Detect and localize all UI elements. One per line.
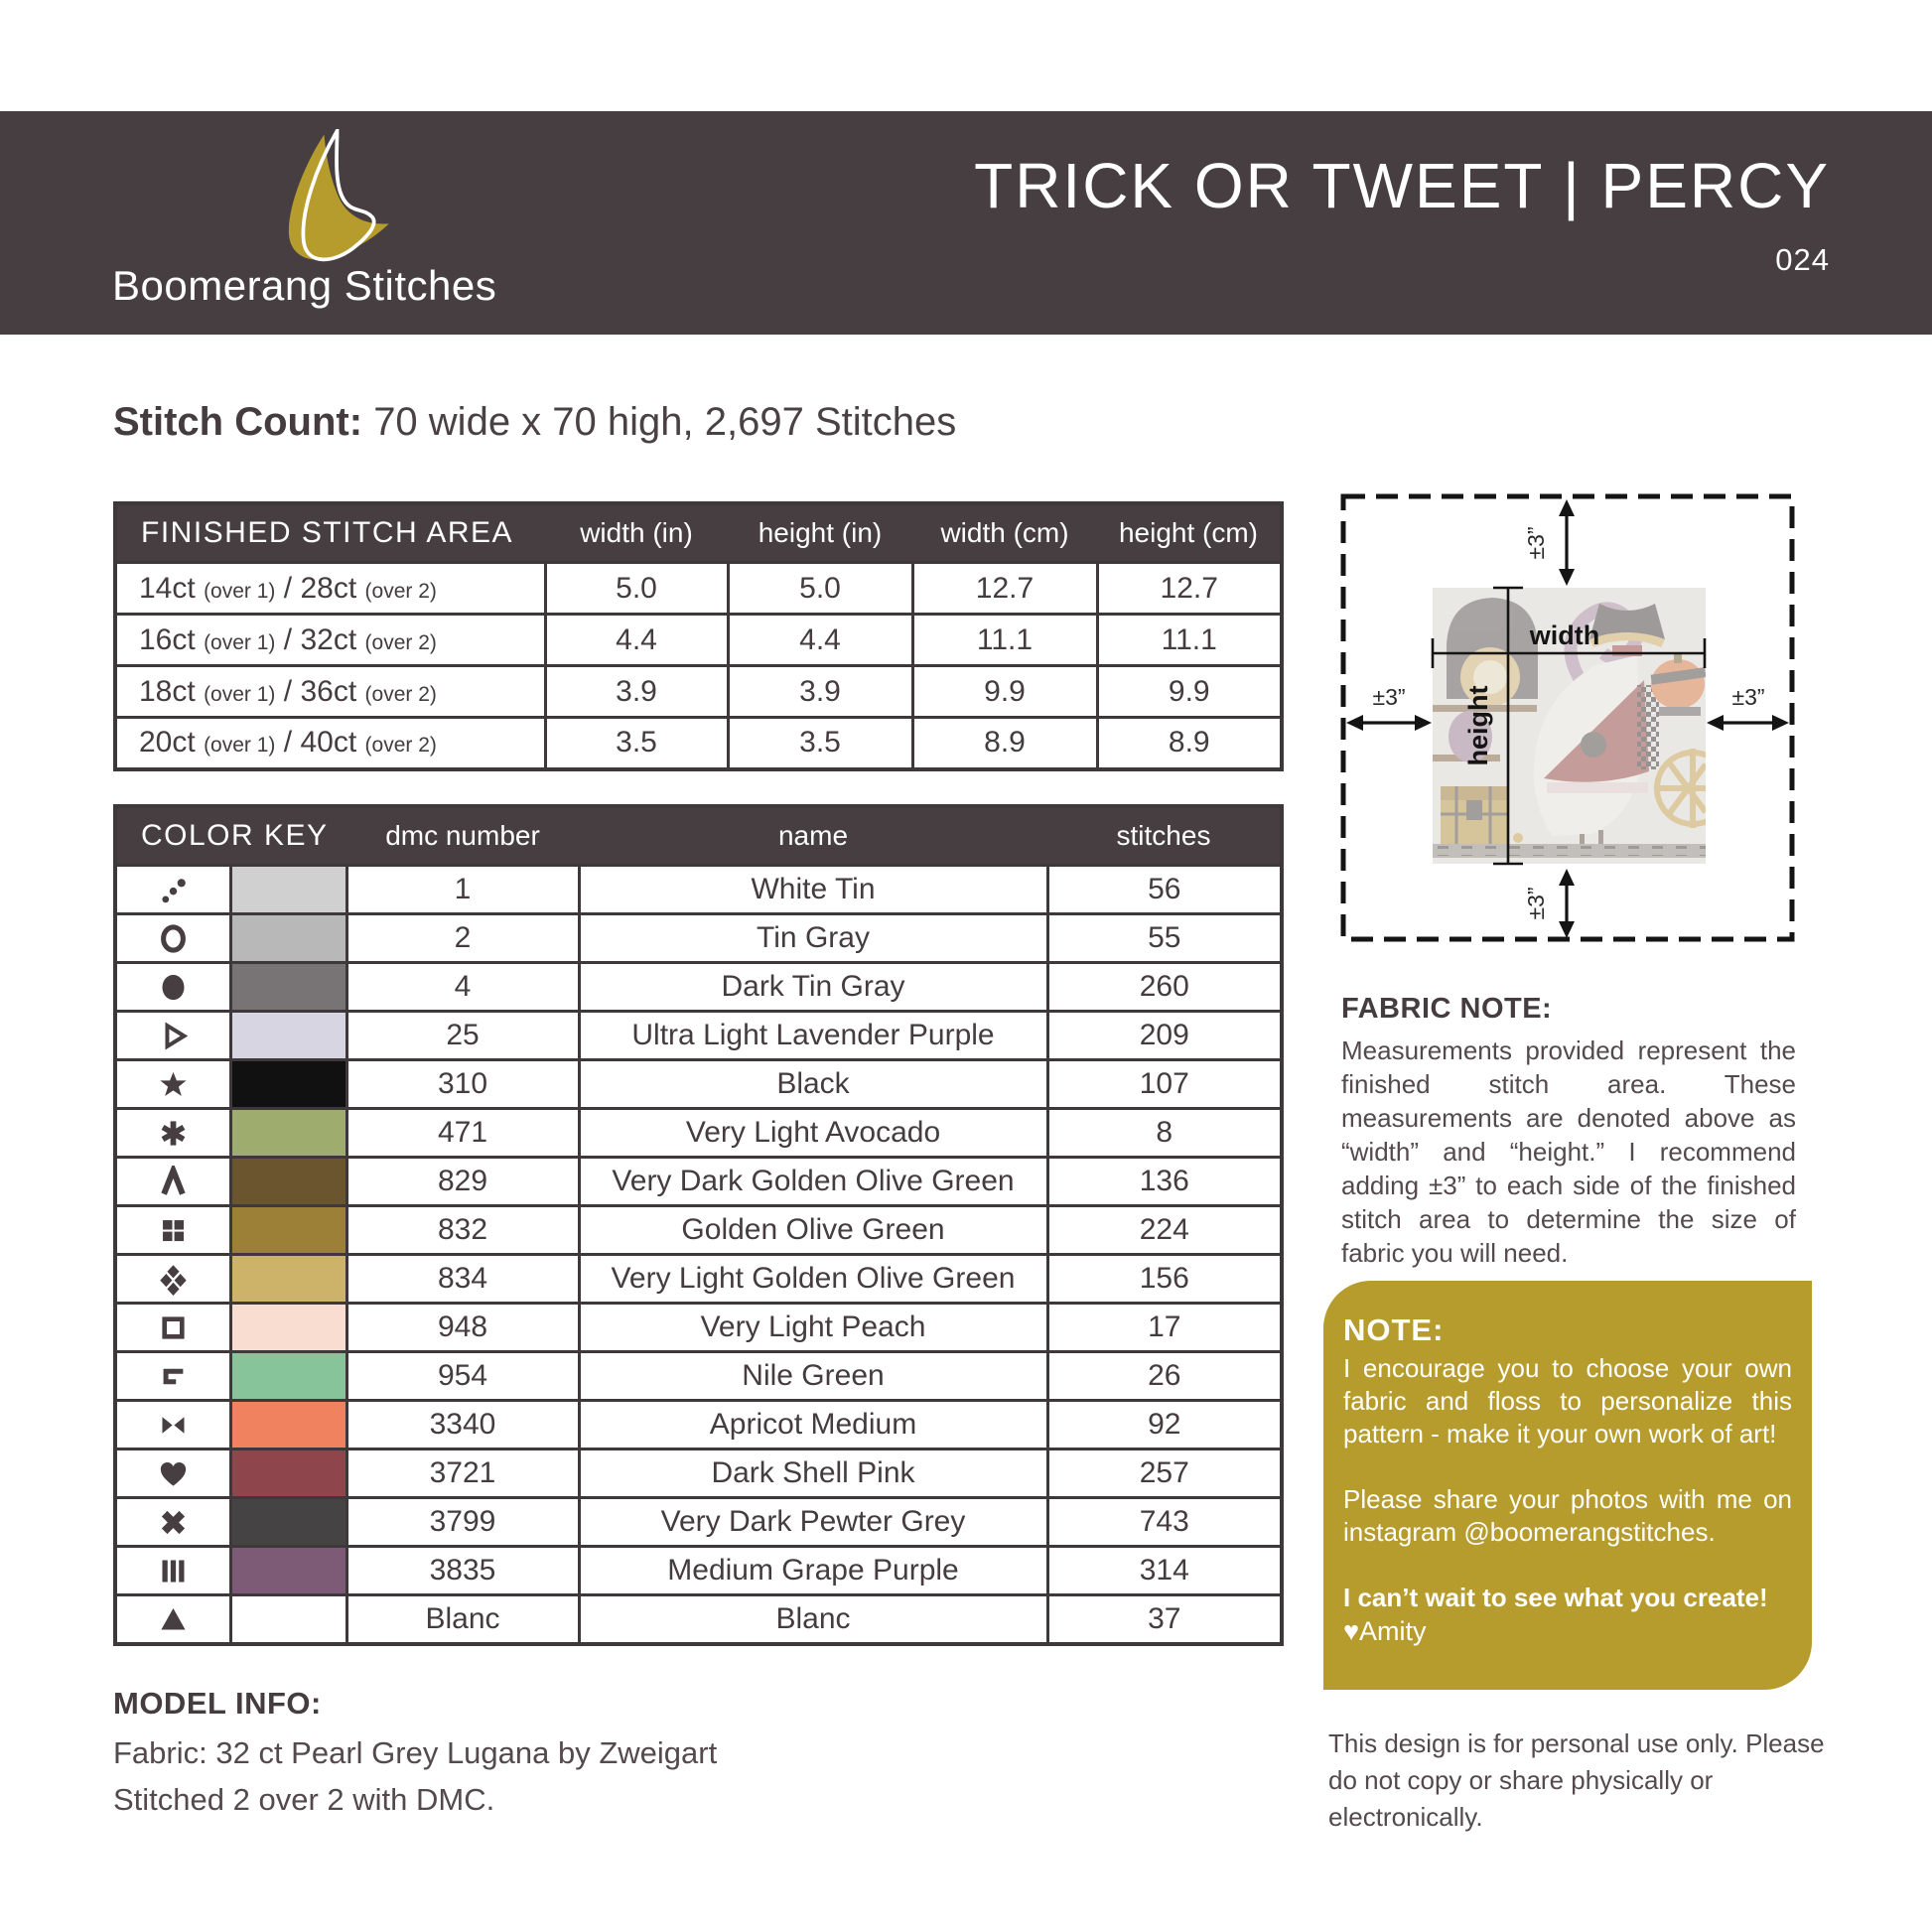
color-key-row <box>115 914 1282 963</box>
three-bars-symbol-icon <box>115 1547 230 1595</box>
color-key-row <box>115 1060 1282 1109</box>
color-key-header-row <box>115 806 1282 866</box>
fabric-count-label: 20ct (over 1) / 40ct (over 2) <box>115 718 545 769</box>
color-name: Golden Olive Green <box>579 1206 1047 1255</box>
model-info-section <box>113 1686 717 1823</box>
dmc-number: 4 <box>346 963 579 1012</box>
fabric-note-section <box>1341 993 1796 1270</box>
color-key-row <box>115 1595 1282 1644</box>
dmc-number: 832 <box>346 1206 579 1255</box>
color-swatch <box>230 1304 346 1352</box>
note-box-paragraph-1: I encourage you to choose your own fabric and floss to personalize this pattern - make it your own work of art! <box>1343 1353 1792 1449</box>
dmc-number: Blanc <box>346 1595 579 1644</box>
top-margin-label: ±3” <box>1523 526 1549 560</box>
dmc-number: 1 <box>346 866 579 914</box>
color-key-title: COLOR KEY <box>115 806 346 866</box>
color-key-row <box>115 1158 1282 1206</box>
ck-col-stitches: stitches <box>1047 806 1282 866</box>
pattern-title: TRICK OR TWEET | PERCY <box>974 150 1830 221</box>
color-swatch <box>230 1449 346 1498</box>
stitch-count-value: 56 <box>1047 866 1282 914</box>
model-info-fabric: Fabric: 32 ct Pearl Grey Lugana by Zweigart <box>113 1735 718 1770</box>
color-name: Dark Shell Pink <box>579 1449 1047 1498</box>
fsa-row <box>115 718 1282 769</box>
dmc-number: 25 <box>346 1012 579 1060</box>
color-key-row <box>115 1012 1282 1060</box>
color-name: Ultra Light Lavender Purple <box>579 1012 1047 1060</box>
bottom-margin-label: ±3” <box>1523 887 1549 920</box>
stitch-count-value: 92 <box>1047 1401 1282 1449</box>
fsa-value: 9.9 <box>1097 666 1282 718</box>
lambda-symbol-icon <box>115 1158 230 1206</box>
fabric-size-diagram <box>1340 493 1795 942</box>
fsa-value: 5.0 <box>545 563 728 615</box>
width-label: width <box>1529 621 1600 650</box>
color-name: Very Light Avocado <box>579 1109 1047 1158</box>
fsa-value: 5.0 <box>728 563 912 615</box>
fsa-value: 12.7 <box>1097 563 1282 615</box>
height-label: height <box>1463 685 1493 766</box>
boomerang-logo-icon <box>246 129 415 268</box>
color-swatch <box>230 1255 346 1304</box>
stitch-count-line <box>113 400 956 445</box>
dmc-number: 954 <box>346 1352 579 1401</box>
triangle-right-outline-symbol-icon <box>115 1012 230 1060</box>
note-box <box>1323 1281 1812 1690</box>
color-swatch <box>230 1401 346 1449</box>
color-key-row <box>115 1449 1282 1498</box>
stitch-count-value: 37 <box>1047 1595 1282 1644</box>
fsa-value: 3.5 <box>545 718 728 769</box>
diagram-annotations <box>1340 493 1795 942</box>
color-name: Apricot Medium <box>579 1401 1047 1449</box>
color-name: Very Dark Golden Olive Green <box>579 1158 1047 1206</box>
color-key-table <box>113 804 1284 1646</box>
color-name: Very Light Golden Olive Green <box>579 1255 1047 1304</box>
fsa-col-width-in: width (in) <box>545 503 728 563</box>
color-key-row <box>115 963 1282 1012</box>
color-swatch <box>230 1060 346 1109</box>
stitch-count-value: 257 <box>1047 1449 1282 1498</box>
heart-symbol-icon <box>115 1449 230 1498</box>
stitch-count-value: 260 <box>1047 963 1282 1012</box>
color-swatch <box>230 1595 346 1644</box>
color-key-row <box>115 1109 1282 1158</box>
stitch-count-value: 55 <box>1047 914 1282 963</box>
dmc-number: 3721 <box>346 1449 579 1498</box>
stitch-count-value: 70 wide x 70 high, 2,697 Stitches <box>373 400 957 444</box>
color-name: Black <box>579 1060 1047 1109</box>
fsa-header-title: FINISHED STITCH AREA <box>115 503 545 563</box>
fsa-value: 11.1 <box>1097 615 1282 666</box>
fabric-note-body: Measurements provided represent the finished stitch area. These measurements are denoted above as “width” and “height.” I recommend adding ±3” to each side of the finished stitch area to determine the size of fabric you will need. <box>1341 1035 1796 1268</box>
dmc-number: 948 <box>346 1304 579 1352</box>
asterisk-symbol-icon <box>115 1109 230 1158</box>
dmc-number: 3799 <box>346 1498 579 1547</box>
ck-col-dmc: dmc number <box>346 806 579 866</box>
color-swatch <box>230 914 346 963</box>
finished-stitch-area-table <box>113 501 1284 771</box>
color-swatch <box>230 1109 346 1158</box>
left-margin-arrow-icon <box>1346 715 1432 731</box>
stitch-count-value: 314 <box>1047 1547 1282 1595</box>
note-box-signature: ♥Amity <box>1343 1616 1427 1646</box>
bracket-c-symbol-icon <box>115 1352 230 1401</box>
dmc-number: 310 <box>346 1060 579 1109</box>
stitch-count-value: 156 <box>1047 1255 1282 1304</box>
stitch-count-label: Stitch Count: <box>113 400 363 444</box>
color-swatch <box>230 963 346 1012</box>
color-name: Blanc <box>579 1595 1047 1644</box>
circle-filled-symbol-icon <box>115 963 230 1012</box>
color-key-row <box>115 1255 1282 1304</box>
header-band <box>0 111 1932 335</box>
stitch-count-value: 17 <box>1047 1304 1282 1352</box>
model-info-stitched: Stitched 2 over 2 with DMC. <box>113 1782 495 1817</box>
dmc-number: 834 <box>346 1255 579 1304</box>
fsa-value: 8.9 <box>1097 718 1282 769</box>
color-key-row <box>115 1401 1282 1449</box>
three-dots-symbol-icon <box>115 866 230 914</box>
brand-name: Boomerang Stitches <box>112 262 497 309</box>
four-diamonds-symbol-icon <box>115 1255 230 1304</box>
color-name: Dark Tin Gray <box>579 963 1047 1012</box>
fsa-value: 3.5 <box>728 718 912 769</box>
color-name: Very Dark Pewter Grey <box>579 1498 1047 1547</box>
right-margin-label: ±3” <box>1731 684 1765 710</box>
dmc-number: 2 <box>346 914 579 963</box>
fabric-count-label: 16ct (over 1) / 32ct (over 2) <box>115 615 545 666</box>
pattern-number: 024 <box>1775 242 1830 277</box>
color-name: Very Light Peach <box>579 1304 1047 1352</box>
model-info-heading: MODEL INFO: <box>113 1686 322 1721</box>
stitch-count-value: 136 <box>1047 1158 1282 1206</box>
stitch-count-value: 8 <box>1047 1109 1282 1158</box>
stitch-count-value: 26 <box>1047 1352 1282 1401</box>
color-name: Tin Gray <box>579 914 1047 963</box>
note-box-heading: NOTE: <box>1343 1312 1445 1347</box>
fsa-value: 9.9 <box>912 666 1097 718</box>
color-swatch <box>230 1547 346 1595</box>
stitch-count-value: 743 <box>1047 1498 1282 1547</box>
top-margin-arrow-icon <box>1559 499 1575 586</box>
color-name: Medium Grape Purple <box>579 1547 1047 1595</box>
stitch-count-value: 107 <box>1047 1060 1282 1109</box>
triangle-filled-symbol-icon <box>115 1595 230 1644</box>
fsa-col-width-cm: width (cm) <box>912 503 1097 563</box>
color-key-row <box>115 1206 1282 1255</box>
fsa-value: 3.9 <box>728 666 912 718</box>
color-name: White Tin <box>579 866 1047 914</box>
star-symbol-icon <box>115 1060 230 1109</box>
color-swatch <box>230 1498 346 1547</box>
color-key-row <box>115 1547 1282 1595</box>
fsa-row <box>115 666 1282 718</box>
usage-note: This design is for personal use only. Please do not copy or share physically or electronically. <box>1328 1728 1825 1832</box>
color-swatch <box>230 1158 346 1206</box>
fsa-row <box>115 563 1282 615</box>
stitch-count-value: 224 <box>1047 1206 1282 1255</box>
color-key-row <box>115 1498 1282 1547</box>
height-measure-line <box>1493 588 1523 864</box>
color-key-rows <box>115 866 1282 1644</box>
color-key-row <box>115 1352 1282 1401</box>
grid-four-squares-symbol-icon <box>115 1206 230 1255</box>
fsa-header-row <box>115 503 1282 563</box>
fsa-value: 3.9 <box>545 666 728 718</box>
ck-col-name: name <box>579 806 1047 866</box>
color-key-row <box>115 866 1282 914</box>
fsa-value: 11.1 <box>912 615 1097 666</box>
color-swatch <box>230 1206 346 1255</box>
left-margin-label: ±3” <box>1372 684 1406 710</box>
dmc-number: 471 <box>346 1109 579 1158</box>
color-swatch <box>230 866 346 914</box>
dmc-number: 3835 <box>346 1547 579 1595</box>
color-key-row <box>115 1304 1282 1352</box>
square-outline-symbol-icon <box>115 1304 230 1352</box>
bowtie-symbol-icon <box>115 1401 230 1449</box>
fsa-value: 4.4 <box>545 615 728 666</box>
fsa-col-height-cm: height (cm) <box>1097 503 1282 563</box>
fsa-value: 8.9 <box>912 718 1097 769</box>
fabric-note-heading: FABRIC NOTE: <box>1341 993 1553 1025</box>
cross-x-symbol-icon <box>115 1498 230 1547</box>
fsa-col-height-in: height (in) <box>728 503 912 563</box>
dmc-number: 3340 <box>346 1401 579 1449</box>
color-swatch <box>230 1352 346 1401</box>
color-name: Nile Green <box>579 1352 1047 1401</box>
stitch-count-value: 209 <box>1047 1012 1282 1060</box>
fsa-value: 4.4 <box>728 615 912 666</box>
fsa-row <box>115 615 1282 666</box>
fsa-value: 12.7 <box>912 563 1097 615</box>
circle-outline-symbol-icon <box>115 914 230 963</box>
note-box-paragraph-2: Please share your photos with me on instagram @boomerangstitches. <box>1343 1484 1792 1547</box>
right-margin-arrow-icon <box>1707 715 1789 731</box>
fabric-count-label: 18ct (over 1) / 36ct (over 2) <box>115 666 545 718</box>
dmc-number: 829 <box>346 1158 579 1206</box>
fsa-rows <box>115 563 1282 769</box>
note-box-paragraph-3: I can’t wait to see what you create! <box>1343 1583 1768 1612</box>
bottom-margin-arrow-icon <box>1559 869 1575 938</box>
fabric-count-label: 14ct (over 1) / 28ct (over 2) <box>115 563 545 615</box>
color-swatch <box>230 1012 346 1060</box>
